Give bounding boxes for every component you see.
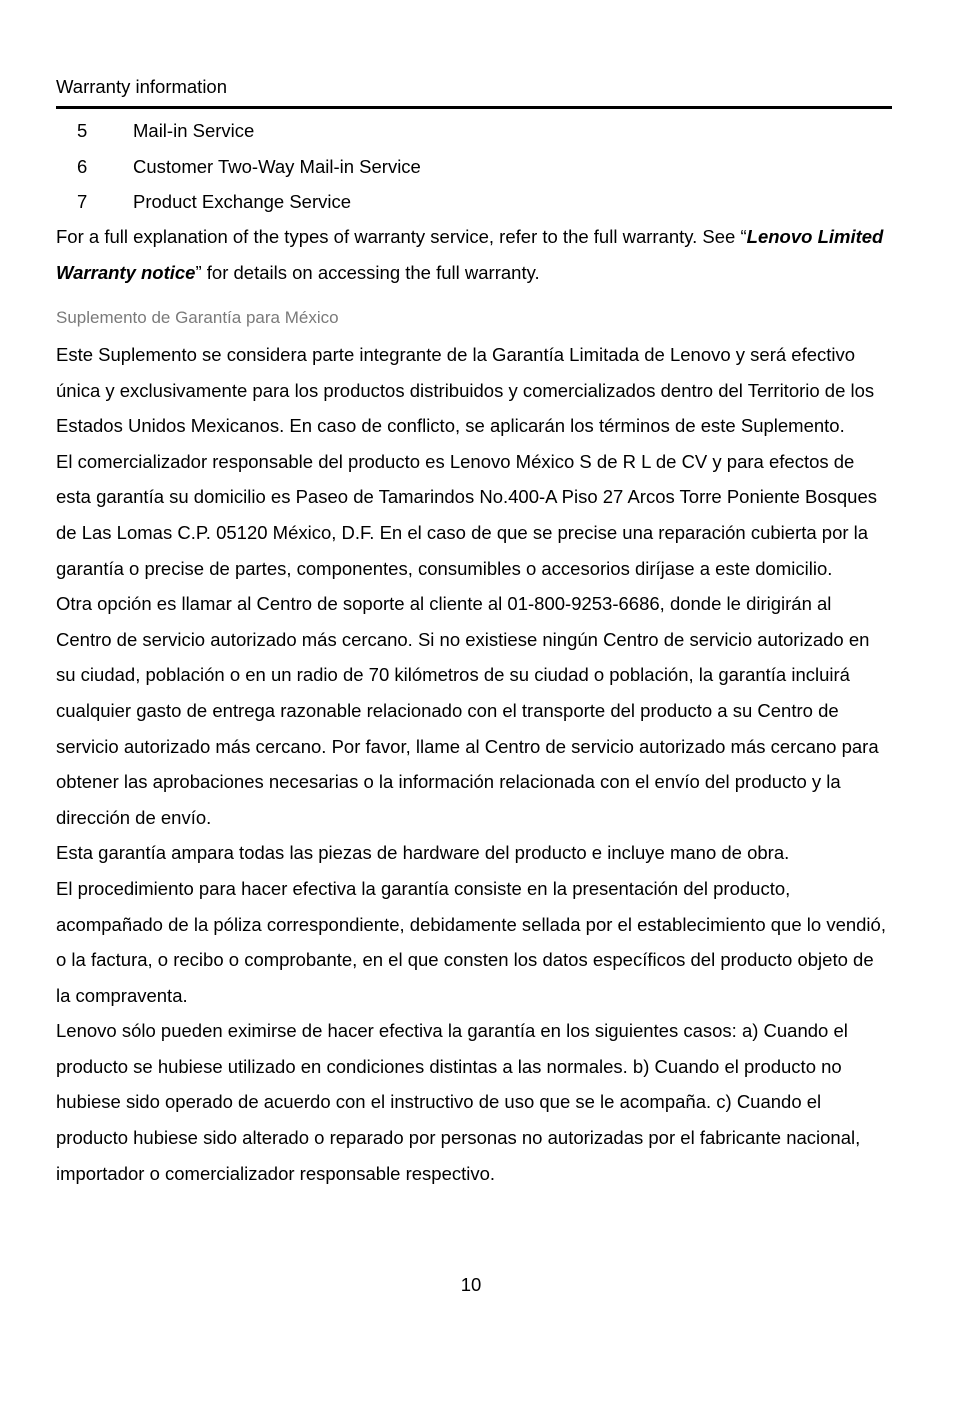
body-paragraph: Este Suplemento se considera parte integrante de la Garantía Limitada de Lenovo y será efectivo única y exclusivamente para los productos distribuidos y comercializados dentro del Territorio de los Estados Unidos Mexicanos. En caso de conflicto, se aplicarán los términos de este Suplemento. <box>56 344 875 437</box>
list-item-number: 6 <box>77 155 88 177</box>
warranty-service-list <box>56 113 892 220</box>
list-item <box>56 113 892 149</box>
list-item-label: Product Exchange Service <box>133 191 352 213</box>
intro-text-before: For a full explanation of the types of warranty service, refer to the full warranty. See “ <box>56 226 747 247</box>
header-rule <box>56 106 892 109</box>
list-item-label: Customer Two-Way Mail-in Service <box>133 155 421 177</box>
body-paragraph: El procedimiento para hacer efectiva la garantía consiste en la presentación del producto, acompañado de la póliza correspondiente, debidamente sellada por el establecimiento que lo vendió, o la factura, o recibo o comprobante, en el que consten los datos específicos del producto objeto de la compraventa. <box>56 877 886 1006</box>
page-number: 10 <box>460 1274 482 1295</box>
document-page <box>56 0 892 1402</box>
body-paragraph: El comercializador responsable del producto es Lenovo México S de R L de CV y para efectos de esta garantía su domicilio es Paseo de Tamarindos No.400-A Piso 27 Arcos Torre Poniente Bosques de Las Lomas C.P. 05120 México, D.F. En el caso de que se precise una reparación cubierta por la garantía o precise de partes, componentes, consumibles o accesorios diríjase a este domicilio. <box>56 450 877 579</box>
list-item-number: 7 <box>77 191 88 213</box>
running-header: Warranty information <box>56 76 228 97</box>
warranty-notice-reference: Lenovo Limited Warranty notice <box>56 226 884 283</box>
list-item-number: 5 <box>77 120 88 141</box>
list-item <box>56 184 892 220</box>
body-paragraph: Lenovo sólo pueden eximirse de hacer efectiva la garantía en los siguientes casos: a) Cuando el producto se hubiese utilizado en condiciones distintas a las normales. b) Cuando el producto no hubiese sido operado de acuerdo con el instructivo de uso que se le acompaña. c) Cuando el producto hubiese sido alterado o reparado por personas no autorizadas por el fabricante nacional, importador o comercializador responsable respectivo. <box>56 1020 861 1184</box>
body-paragraph: Otra opción es llamar al Centro de soporte al cliente al 01-800-9253-6686, donde le dirigirán al Centro de servicio autorizado más cercano. Si no existiese ningún Centro de servicio autorizado en su ciudad, población o en un radio de 70 kilómetros de su ciudad o población, la garantía incluirá cualquier gasto de entrega razonable relacionado con el transporte del producto a su Centro de servicio autorizado más cercano. Por favor, llame al Centro de servicio autorizado más cercano para obtener las aprobaciones necesarias o la información relacionada con el envío del producto y la dirección de envío. <box>56 593 879 828</box>
body-paragraph: Esta garantía ampara todas las piezas de hardware del producto e incluye mano de obra. <box>56 842 790 864</box>
warranty-explanation-paragraph <box>56 219 892 290</box>
mexico-supplement-body <box>56 337 892 1191</box>
intro-text-after: ” for details on accessing the full warranty. <box>195 261 540 283</box>
list-item <box>56 149 892 185</box>
list-item-label: Mail-in Service <box>133 120 255 141</box>
section-heading: Suplemento de Garantía para México <box>56 308 339 327</box>
